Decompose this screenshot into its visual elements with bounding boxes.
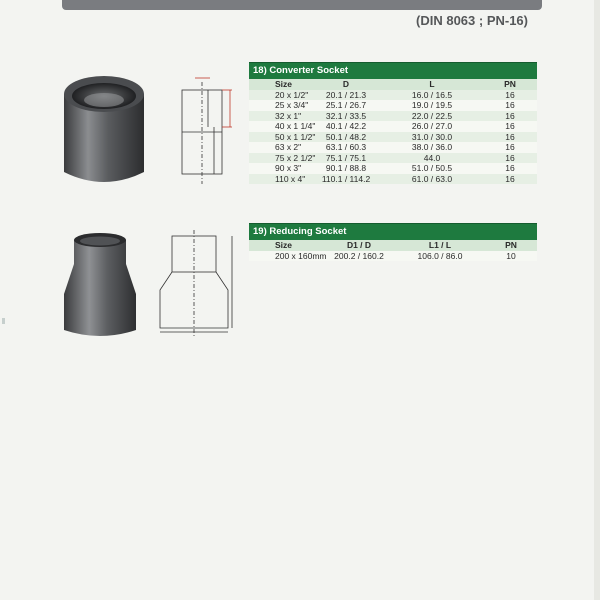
cell-l: 16.0 / 16.5 xyxy=(411,89,453,100)
cell-pn: 16 xyxy=(505,142,515,152)
cell-l: 61.0 / 63.0 xyxy=(411,173,453,184)
cell-d: 20.1 / 21.3 xyxy=(325,89,367,100)
page-edge xyxy=(594,0,600,600)
cell-size: 25 x 3/4" xyxy=(275,100,309,110)
col-l: L xyxy=(429,79,435,89)
table-row xyxy=(249,142,537,153)
table-row xyxy=(249,251,537,262)
col-d: D xyxy=(342,79,350,89)
reducing-socket-table xyxy=(249,223,537,261)
cell-d: 110.1 / 114.2 xyxy=(321,173,371,184)
table-header-row xyxy=(249,240,537,251)
cell-l: 38.0 / 36.0 xyxy=(411,142,453,152)
reducing-socket-drawing xyxy=(152,228,244,340)
cell-size: 32 x 1" xyxy=(275,110,302,121)
cell-pn: 16 xyxy=(505,121,515,131)
cell-pn: 16 xyxy=(505,100,515,110)
cell-pn: 16 xyxy=(505,173,515,184)
table-row xyxy=(249,100,537,111)
col-pn: PN xyxy=(504,79,516,89)
converter-socket-title: 18) Converter Socket xyxy=(249,62,537,79)
cell-size: 90 x 3" xyxy=(275,163,302,173)
converter-socket-table xyxy=(249,62,537,184)
col-l1-l: L1 / L xyxy=(428,240,452,250)
cell-size: 75 x 2 1/2" xyxy=(275,152,316,163)
cell-l: 22.0 / 22.5 xyxy=(411,110,453,121)
header-band xyxy=(62,0,542,10)
cell-size: 110 x 4" xyxy=(275,173,306,184)
col-pn: PN xyxy=(505,240,517,250)
table-row xyxy=(249,132,537,143)
cell-pn: 16 xyxy=(505,152,515,163)
cell-size: 40 x 1 1/4" xyxy=(275,121,316,131)
table-row xyxy=(249,121,537,132)
cell-l: 26.0 / 27.0 xyxy=(411,121,453,131)
cell-l1-l: 106.0 / 86.0 xyxy=(417,250,463,261)
table-row xyxy=(249,111,537,122)
cell-size: 50 x 1 1/2" xyxy=(275,131,316,142)
cell-d: 40.1 / 42.2 xyxy=(325,121,367,131)
page-subtitle: (DIN 8063 ; PN-16) xyxy=(416,13,528,28)
cell-size: 20 x 1/2" xyxy=(275,89,309,100)
table-row xyxy=(249,174,537,185)
cell-pn: 10 xyxy=(506,250,516,261)
cell-l: 19.0 / 19.5 xyxy=(411,100,453,110)
converter-socket-photo xyxy=(58,72,150,192)
cell-l: 51.0 / 50.5 xyxy=(411,163,453,173)
table-row xyxy=(249,90,537,101)
cell-d: 50.1 / 48.2 xyxy=(325,131,367,142)
cell-pn: 16 xyxy=(505,89,515,100)
cell-pn: 16 xyxy=(505,163,515,173)
cell-l: 44.0 xyxy=(423,152,441,163)
col-d1-d: D1 / D xyxy=(346,240,372,250)
table-header-row xyxy=(249,79,537,90)
reducing-socket-title: 19) Reducing Socket xyxy=(249,223,537,240)
cell-d: 63.1 / 60.3 xyxy=(325,142,367,152)
col-size: Size xyxy=(275,79,293,89)
col-size: Size xyxy=(275,240,293,250)
cell-d: 32.1 / 33.5 xyxy=(325,110,367,121)
cell-pn: 16 xyxy=(505,131,515,142)
converter-socket-drawing xyxy=(170,72,245,192)
cell-l: 31.0 / 30.0 xyxy=(411,131,453,142)
cell-d: 90.1 / 88.8 xyxy=(325,163,367,173)
cell-d1-d: 200.2 / 160.2 xyxy=(334,250,384,261)
cell-d: 25.1 / 26.7 xyxy=(325,100,367,110)
scan-mark xyxy=(2,318,5,324)
cell-size: 63 x 2" xyxy=(275,142,302,152)
cell-d: 75.1 / 75.1 xyxy=(325,152,367,163)
table-row xyxy=(249,163,537,174)
converter-socket-rows xyxy=(249,90,537,185)
cell-size: 200 x 160mm xyxy=(275,250,327,261)
reducing-socket-photo xyxy=(60,232,140,342)
table-row xyxy=(249,153,537,164)
cell-pn: 16 xyxy=(505,110,515,121)
